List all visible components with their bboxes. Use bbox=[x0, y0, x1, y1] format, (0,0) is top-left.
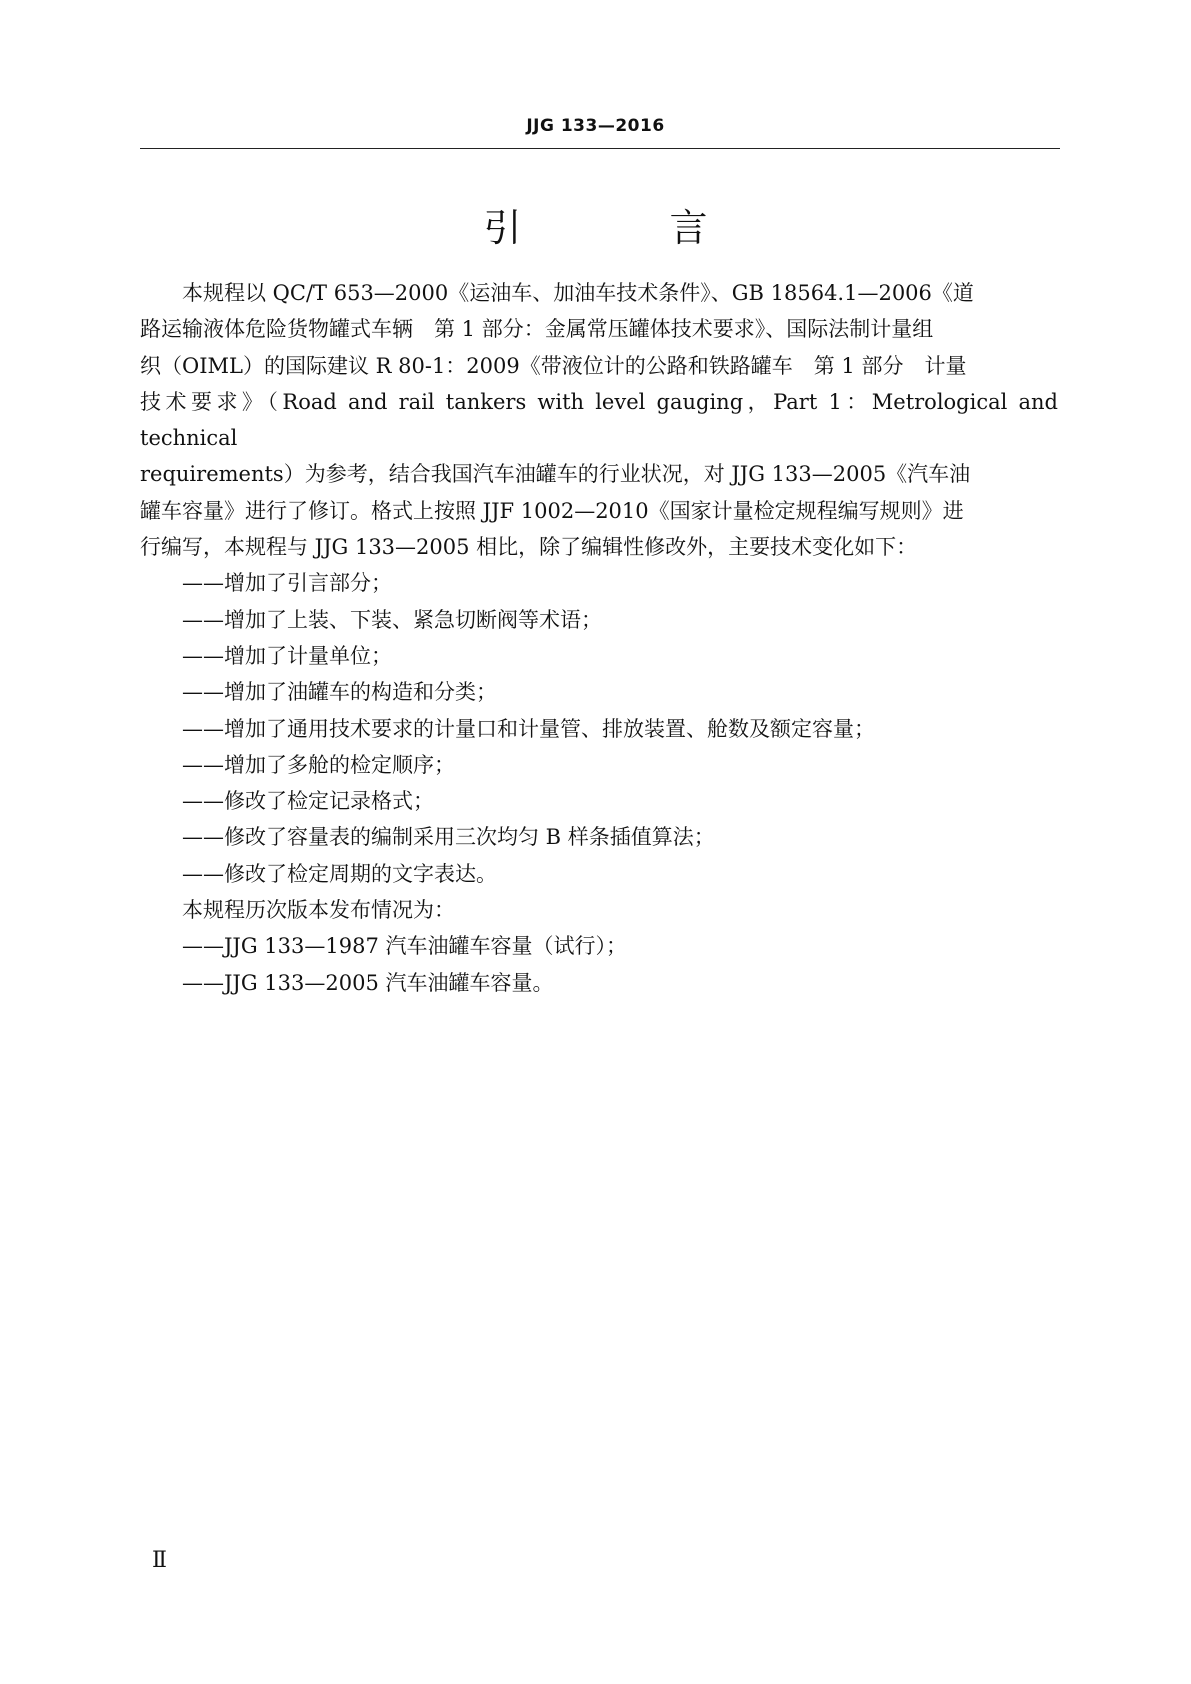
page-number: Ⅱ bbox=[152, 1548, 167, 1573]
text-line: 织（OIML）的国际建议 R 80-1：2009《带液位计的公路和铁路罐车 第 1 部分 计量 bbox=[140, 353, 967, 378]
text-line: requirements）为参考，结合我国汽车油罐车的行业状况，对 JJG 133—2005《汽车油 bbox=[140, 462, 971, 487]
running-header: JJG 133—2016 bbox=[526, 116, 665, 136]
list-item: ——增加了通用技术要求的计量口和计量管、排放装置、舱数及额定容量； bbox=[182, 716, 875, 741]
text-line: 路运输液体危险货物罐式车辆 第 1 部分：金属常压罐体技术要求》、国际法制计量组 bbox=[140, 317, 934, 342]
history-item: ——JJG 133—2005 汽车油罐车容量。 bbox=[182, 970, 554, 995]
list-item: ——修改了检定周期的文字表达。 bbox=[182, 861, 497, 886]
list-item: ——修改了容量表的编制采用三次均匀 B 样条插值算法； bbox=[182, 825, 715, 850]
list-item: ——修改了检定记录格式； bbox=[182, 789, 434, 814]
header-rule bbox=[140, 148, 1060, 149]
list-item: ——增加了引言部分； bbox=[182, 571, 392, 596]
history-item: ——JJG 133—1987 汽车油罐车容量（试行）； bbox=[182, 934, 627, 959]
list-item: ——增加了油罐车的构造和分类； bbox=[182, 680, 497, 705]
text-line: 罐车容量》进行了修订。格式上按照 JJF 1002—2010《国家计量检定规程编写规则》进 bbox=[140, 498, 964, 523]
list-item: ——增加了上装、下装、紧急切断阀等术语； bbox=[182, 607, 602, 632]
text-line: 行编写，本规程与 JJG 133—2005 相比，除了编辑性修改外，主要技术变化如下： bbox=[140, 535, 918, 560]
text-line: 本规程以 QC/T 653—2000《运油车、加油车技术条件》、GB 18564.1—2006《道 bbox=[182, 281, 974, 305]
list-item: ——增加了多舱的检定顺序； bbox=[182, 752, 455, 777]
document-body bbox=[140, 275, 1058, 1001]
history-intro: 本规程历次版本发布情况为： bbox=[182, 898, 455, 923]
intro-paragraph bbox=[140, 275, 1058, 565]
section-title: 引 言 bbox=[483, 206, 776, 250]
list-item: ——增加了计量单位； bbox=[182, 643, 392, 668]
text-line: 技术要求》（Road and rail tankers with level gauging，Part 1：Metrological and technical bbox=[140, 389, 1058, 451]
